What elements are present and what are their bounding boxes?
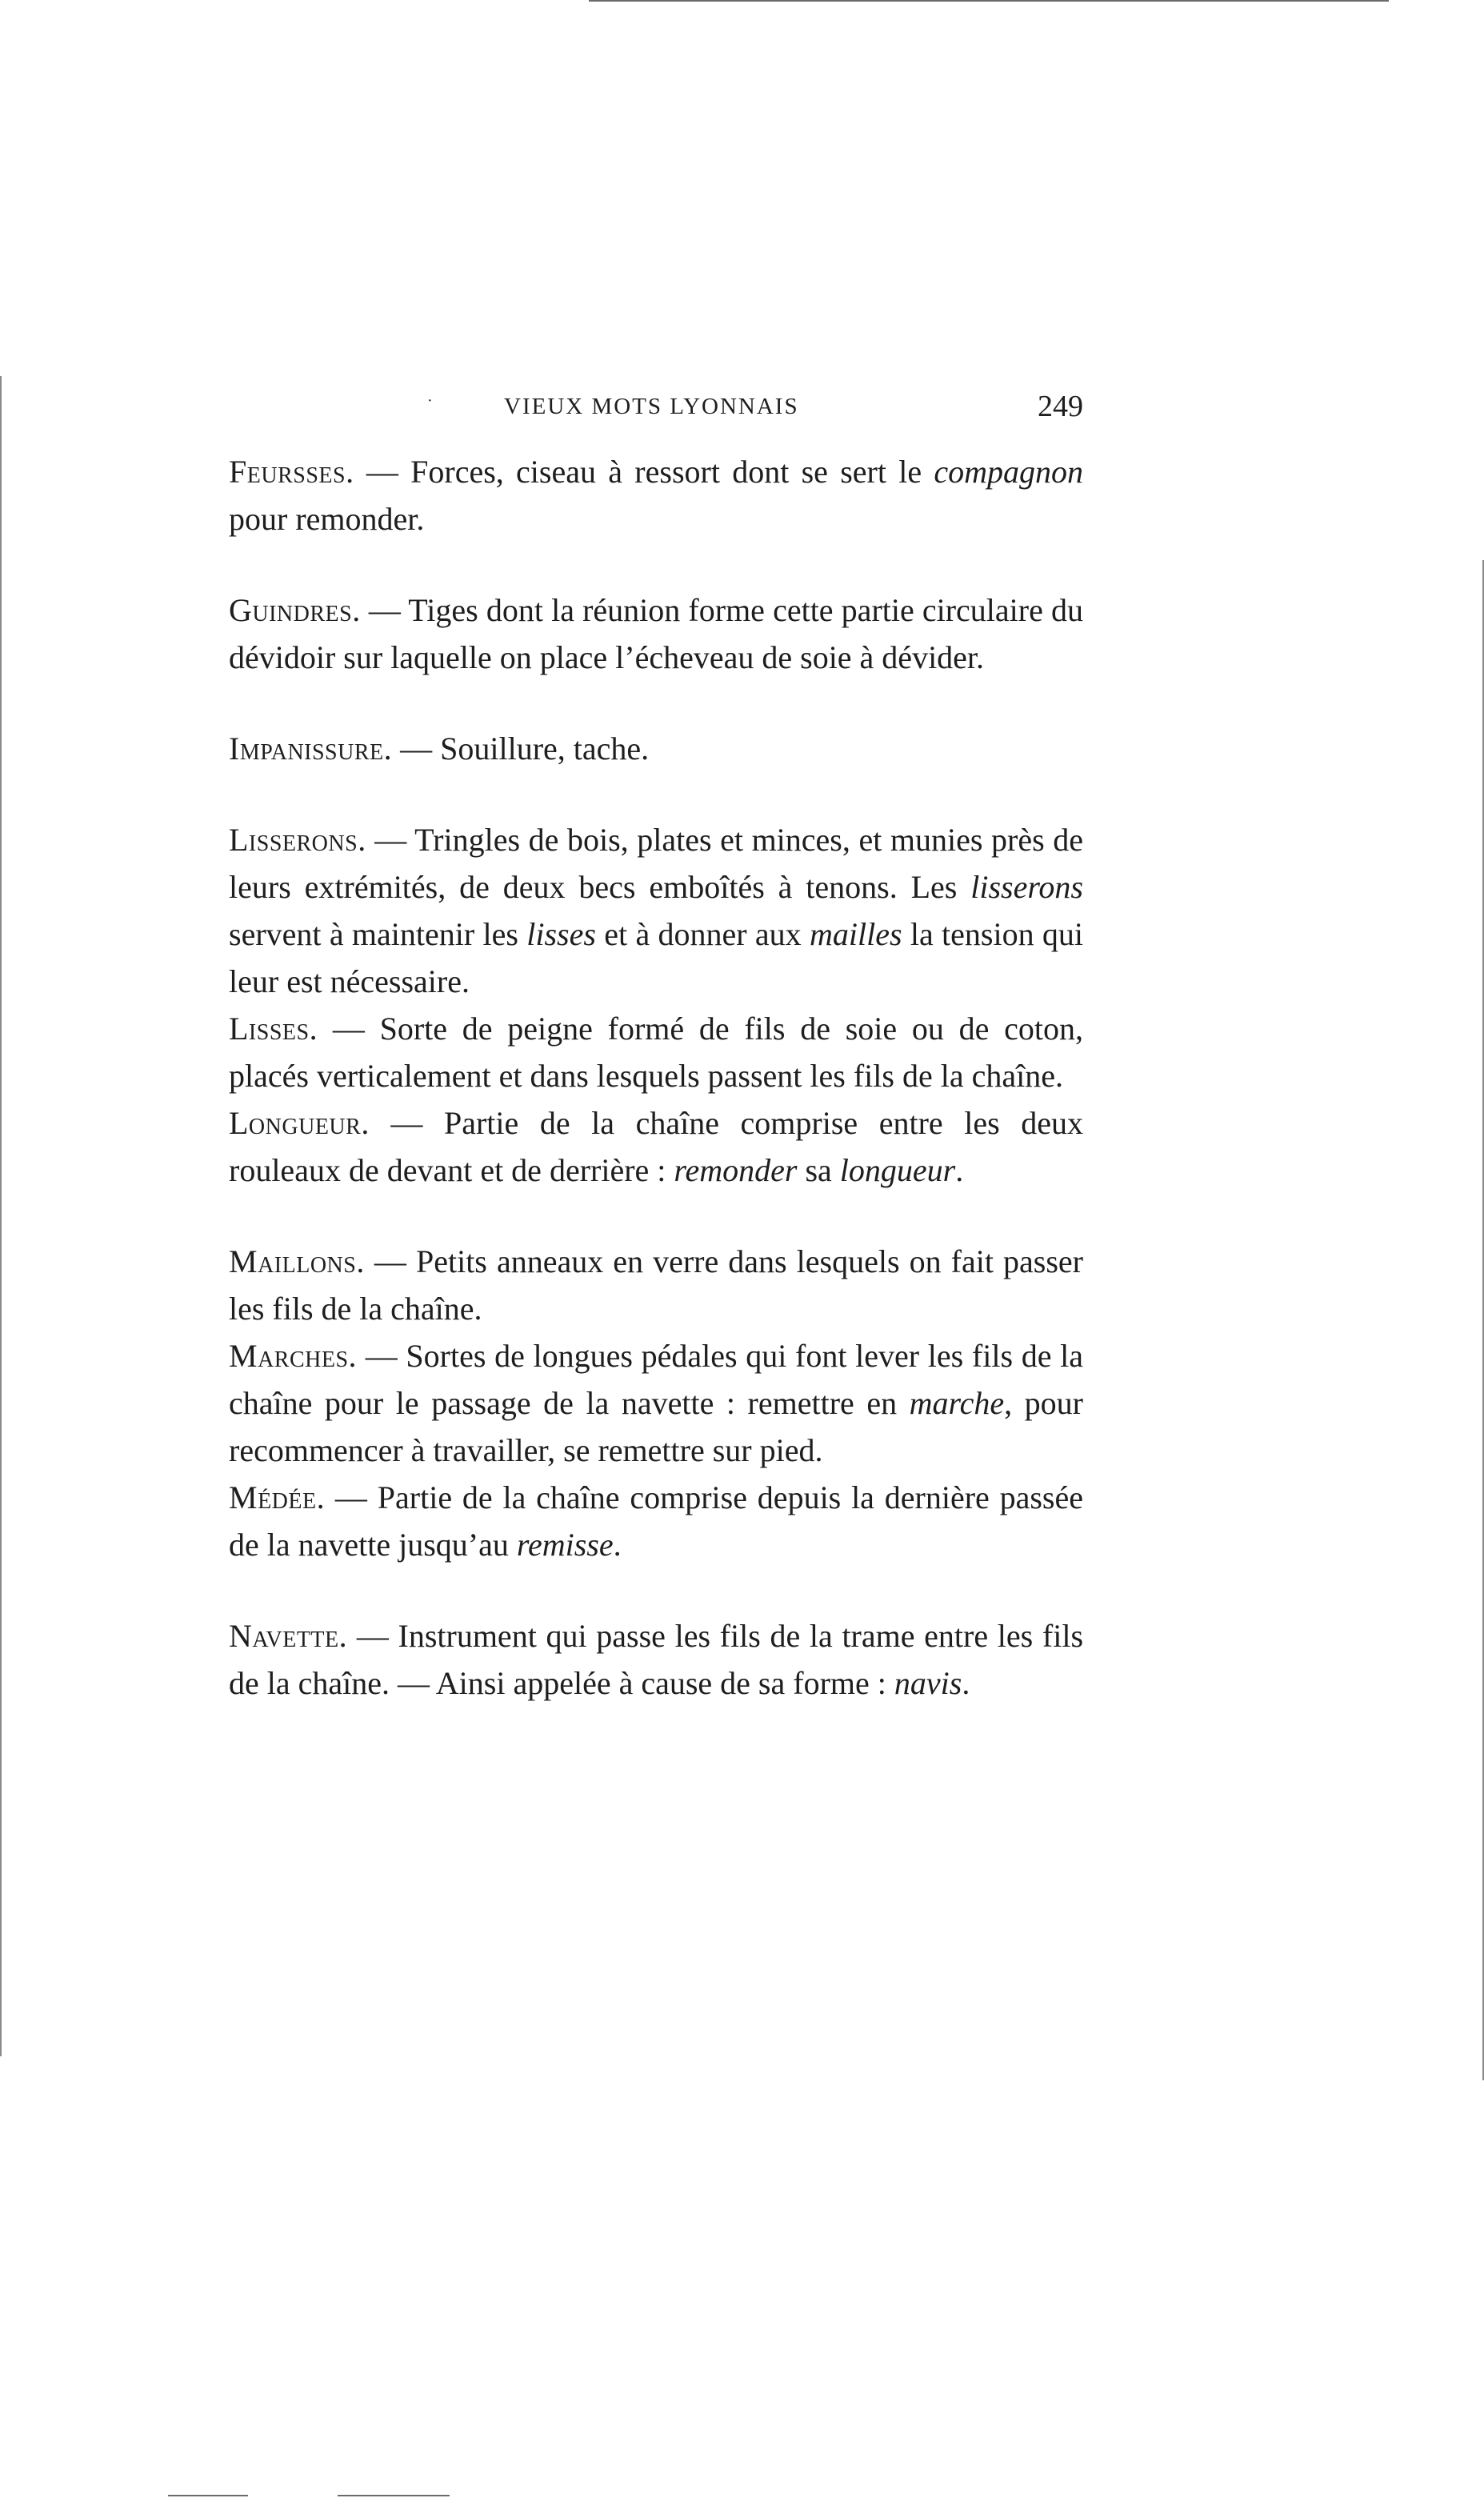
separator: — <box>364 1243 416 1279</box>
entry-lisserons <box>229 816 1083 1005</box>
italic-term: marche <box>909 1385 1005 1421</box>
entry-lisses <box>229 1005 1083 1099</box>
entry-navette <box>229 1612 1083 1707</box>
definition-text: pour remonder. <box>229 501 425 537</box>
definition-text: et à donner aux <box>595 916 810 952</box>
scan-edge-top <box>589 0 1389 2</box>
headword: Impanissure. <box>229 731 393 767</box>
definition-text: Petits anneaux en verre dans lesquels on fait passer les fils de la chaîne. <box>229 1243 1083 1327</box>
entry-medee <box>229 1474 1083 1568</box>
definition-text: Partie de la chaîne comprise entre les deux rouleaux de devant et de derrière : <box>229 1105 1084 1188</box>
definition-text: Instrument qui passe les fils de la trame entre les fils de la chaîne. — Ainsi appelée à cause de sa forme : <box>229 1618 1084 1701</box>
definition-text: servent à maintenir les <box>229 916 527 952</box>
italic-term: longueur <box>839 1152 956 1188</box>
separator: — <box>366 822 415 858</box>
running-title: VIEUX MOTS LYONNAIS <box>504 394 799 419</box>
header-dot: · <box>427 392 434 410</box>
italic-term: remonder <box>674 1152 798 1188</box>
definition-text: Forces, ciseau à ressort dont se sert le <box>410 454 934 490</box>
headword: Lisserons. <box>229 822 366 858</box>
separator: — <box>354 454 411 490</box>
italic-term: mailles <box>809 916 902 952</box>
definition-text: Sorte de peigne formé de fils de soie ou de coton, placés verticalement et dans lesquels passent les fils de la chaîne. <box>229 1011 1084 1094</box>
italic-term: compagnon <box>934 454 1084 490</box>
headword: Marches. <box>229 1338 358 1374</box>
definition-text: la tension qui leur est nécessaire. <box>229 916 1083 999</box>
headword: Feursses. <box>229 454 354 490</box>
definition-text: Souillure, tache. <box>440 731 650 767</box>
entry-guindres <box>229 586 1083 681</box>
definition-text: Sortes de longues pédales qui font lever les fils de la chaîne pour le passage de la navette : remettre en <box>229 1338 1083 1421</box>
separator: — <box>360 592 409 628</box>
definition-text: . <box>613 1527 622 1563</box>
separator: — <box>357 1338 406 1374</box>
separator: — <box>392 731 441 767</box>
headword: Maillons. <box>229 1243 365 1279</box>
definition-text: . <box>955 1152 964 1188</box>
definition-text: sa <box>797 1152 840 1188</box>
entry-impanissure <box>229 725 1083 772</box>
headword: Médée. <box>229 1479 326 1515</box>
scan-edge-bottom-mid <box>338 2495 450 2496</box>
separator: — <box>347 1618 398 1654</box>
headword: Guindres. <box>229 592 361 628</box>
definition-text: . <box>962 1665 970 1701</box>
headword: Longueur. <box>229 1105 370 1141</box>
entry-longueur <box>229 1099 1083 1194</box>
scan-edge-bottom-left <box>168 2495 248 2496</box>
headword: Navette. <box>229 1618 348 1654</box>
entry-marches <box>229 1332 1083 1474</box>
definition-text: Tiges dont la réunion forme cette partie circulaire du dévidoir sur laquelle on place l’écheveau de soie à dévider. <box>229 592 1083 675</box>
glossary-entries <box>229 448 1083 1707</box>
scan-edge-left <box>0 376 2 2056</box>
page-number: 249 <box>1038 390 1083 423</box>
italic-term: remisse <box>516 1527 614 1563</box>
italic-term: lisses <box>526 916 596 952</box>
definition-text: Partie de la chaîne comprise depuis la dernière passée de la navette jusqu’au <box>229 1479 1083 1563</box>
headword: Lisses. <box>229 1011 318 1047</box>
page-header <box>229 389 1083 429</box>
definition-text: Tringles de bois, plates et minces, et munies près de leurs extrémités, de deux becs emboîtés à tenons. Les <box>229 822 1084 905</box>
separator: — <box>318 1011 380 1047</box>
italic-term: lisserons <box>970 869 1083 905</box>
separator: — <box>325 1479 378 1515</box>
italic-term: navis <box>894 1665 962 1701</box>
definition-text: , pour recommencer à travailler, se remettre sur pied. <box>229 1385 1083 1468</box>
entry-maillons <box>229 1238 1083 1332</box>
separator: — <box>369 1105 444 1141</box>
entry-feursses <box>229 448 1083 542</box>
